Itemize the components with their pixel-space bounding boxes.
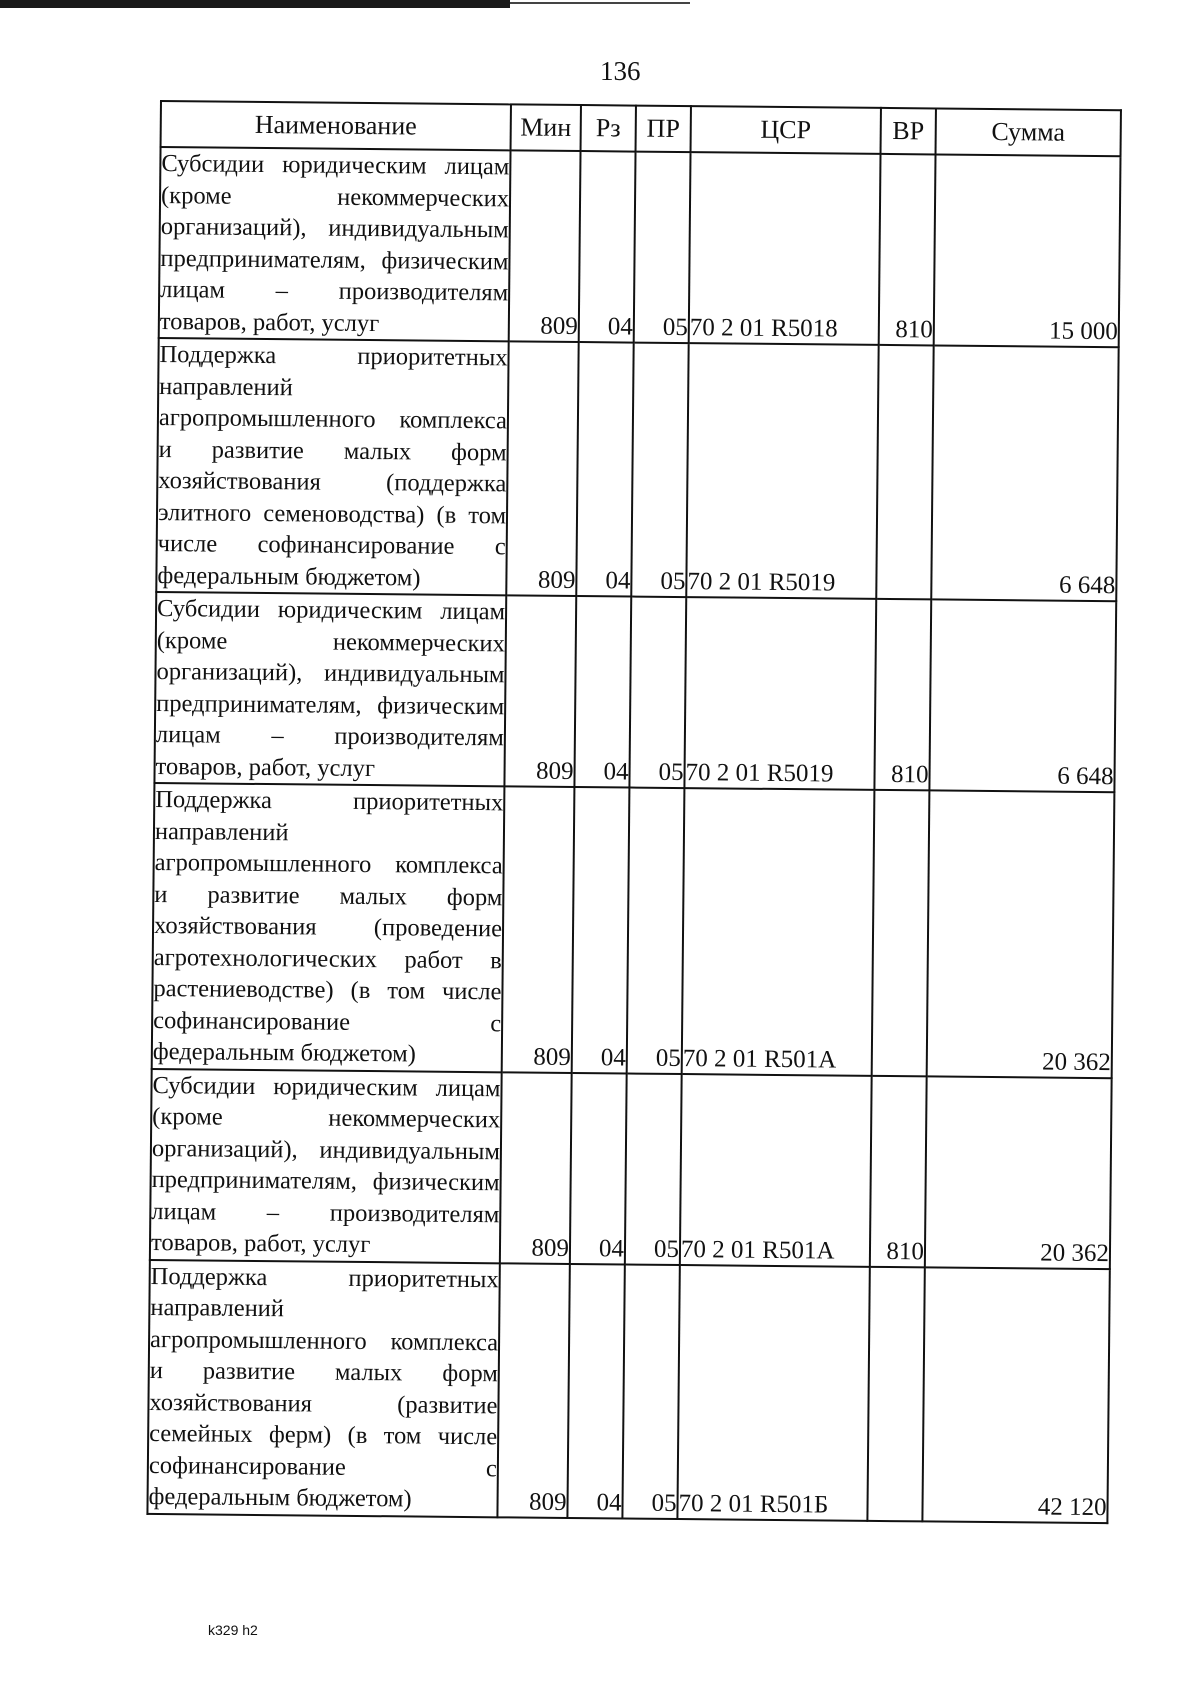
row-vr: 810	[870, 1075, 927, 1267]
header-sum: Сумма	[936, 108, 1121, 156]
row-min: 809	[497, 1263, 569, 1518]
header-min: Мин	[511, 104, 581, 151]
row-pr: 05	[634, 152, 691, 344]
page-number: 136	[600, 56, 641, 86]
table-row	[159, 147, 1121, 347]
row-pr: 05	[627, 788, 685, 1074]
row-pr: 05	[622, 1264, 679, 1519]
row-sum: 20 362	[925, 1076, 1112, 1269]
table-row	[147, 1259, 1109, 1522]
row-vr: 810	[874, 599, 931, 791]
table-row	[150, 1068, 1112, 1268]
row-vr: 810	[879, 154, 936, 346]
header-name: Наименование	[161, 101, 511, 150]
row-rz: 04	[567, 1263, 624, 1518]
row-rz: 04	[576, 342, 633, 597]
row-rz: 04	[579, 151, 636, 343]
table-row	[154, 592, 1116, 792]
row-pr: 05	[625, 1073, 682, 1265]
row-name: Субсидии юридическим лицам (кроме некоммерческих организаций), индивидуальным предпринимателям, физическим лицам – производителям товаров, работ, услуг	[150, 1068, 502, 1262]
row-min: 809	[502, 786, 575, 1072]
row-name: Поддержка приоритетных направлений агропромышленного комплекса и развитие малых форм хозяйствования (развитие семейных ферм) (в том числе софинансирование с федеральным бюджетом)	[147, 1259, 499, 1516]
row-csr: 70 2 01 R5018	[689, 152, 881, 345]
row-rz: 04	[570, 1072, 627, 1264]
row-min: 809	[500, 1072, 572, 1264]
top-edge-rule	[0, 0, 510, 8]
row-name: Поддержка приоритетных направлений агропромышленного комплекса и развитие малых форм хозяйствования (проведение агротехнологических работ в растениеводстве) (в том числе софинансирование с федеральным бюджетом)	[152, 783, 505, 1072]
row-csr: 70 2 01 R501Б	[677, 1265, 869, 1521]
footer-document-code: k329 h2	[208, 1622, 258, 1638]
table-row	[152, 783, 1115, 1078]
row-pr: 05	[631, 343, 688, 598]
header-pr: ПР	[636, 106, 691, 153]
row-sum: 6 648	[929, 599, 1116, 792]
top-edge-rule-thin	[510, 2, 690, 4]
row-vr	[872, 790, 930, 1076]
header-csr: ЦСР	[691, 106, 881, 154]
row-csr: 70 2 01 R5019	[686, 343, 878, 599]
budget-table	[146, 100, 1122, 1524]
row-pr: 05	[629, 597, 686, 789]
header-rz: Рз	[581, 105, 636, 152]
row-min: 809	[506, 341, 578, 596]
row-name: Поддержка приоритетных направлений агропромышленного комплекса и развитие малых форм хозяйствования (поддержка элитного семеноводства) (в том числе софинансирование с федеральным бюджетом)	[156, 338, 508, 595]
row-name: Субсидии юридическим лицам (кроме некоммерческих организаций), индивидуальным предпринимателям, физическим лицам – производителям товаров, работ, услуг	[159, 147, 511, 341]
row-sum: 15 000	[934, 154, 1121, 347]
row-csr: 70 2 01 R5019	[684, 597, 876, 790]
row-sum: 6 648	[931, 345, 1118, 601]
row-vr	[876, 345, 933, 600]
row-min: 809	[504, 595, 576, 787]
row-vr	[867, 1266, 924, 1521]
row-min: 809	[509, 150, 581, 342]
row-sum: 20 362	[927, 790, 1115, 1077]
header-vr: ВР	[881, 108, 936, 155]
budget-table-container	[146, 100, 1120, 1524]
row-csr: 70 2 01 R501А	[682, 788, 875, 1075]
table-row	[156, 338, 1118, 601]
row-name: Субсидии юридическим лицам (кроме некоммерческих организаций), индивидуальным предпринимателям, физическим лицам – производителям товаров, работ, услуг	[154, 592, 506, 786]
row-sum: 42 120	[922, 1267, 1109, 1523]
row-csr: 70 2 01 R501А	[680, 1074, 872, 1267]
row-rz: 04	[572, 787, 630, 1073]
row-rz: 04	[574, 596, 631, 788]
